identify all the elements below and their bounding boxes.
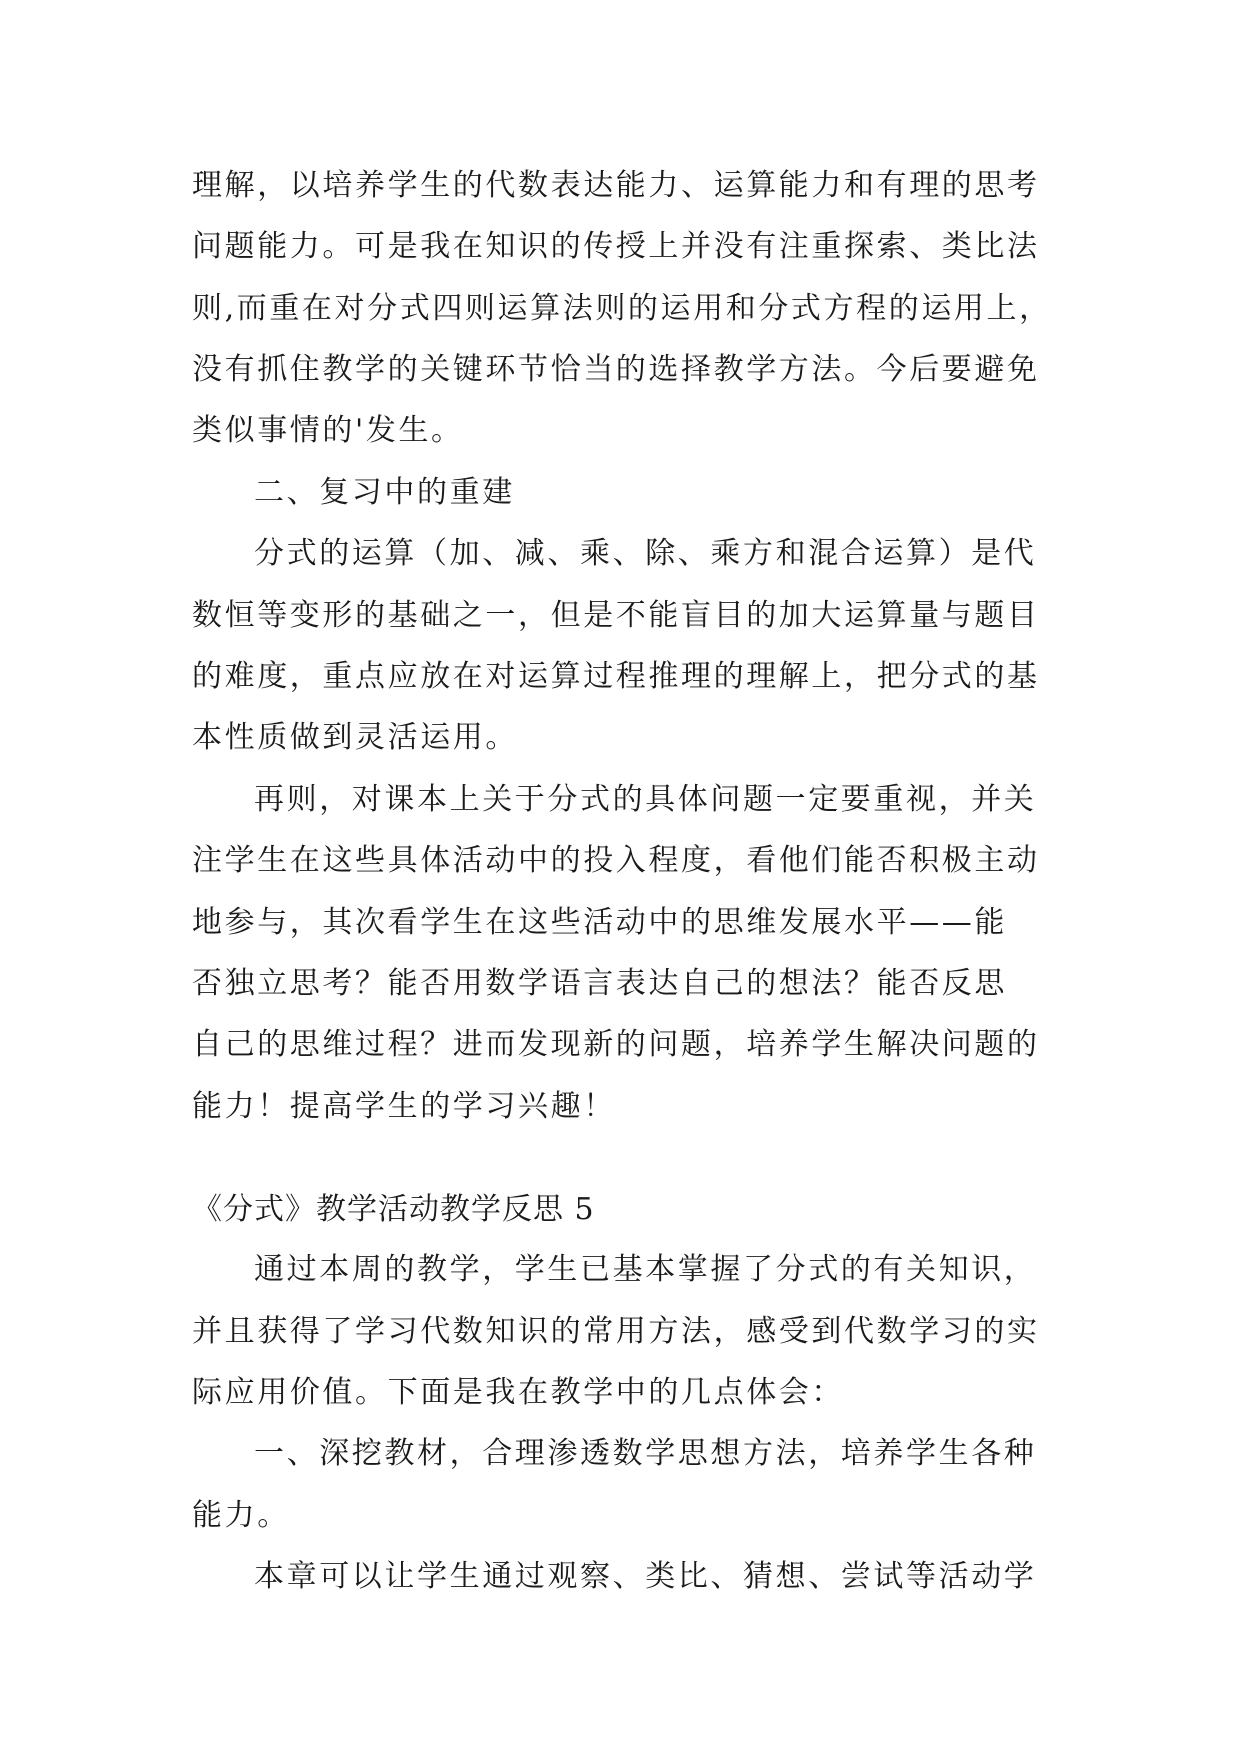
- paragraph-line: 际应用价值。下面是我在教学中的几点体会：: [192, 1375, 844, 1410]
- paragraph-line: 注学生在这些具体活动中的投入程度，看他们能否积极主动: [192, 843, 1040, 878]
- paragraph-line: 能力！提高学生的学习兴趣！: [192, 1089, 616, 1124]
- paragraph-line: 自己的思维过程？进而发现新的问题，培养学生解决问题的: [192, 1027, 1040, 1062]
- paragraph-line: 本章可以让学生通过观察、类比、猜想、尝试等活动学: [254, 1559, 1037, 1594]
- paragraph-line: 一、深挖教材，合理渗透数学思想方法，培养学生各种: [254, 1436, 1037, 1471]
- paragraph-line: 则,而重在对分式四则运算法则的运用和分式方程的运用上，: [192, 291, 1052, 326]
- paragraph-line: 并且获得了学习代数知识的常用方法，感受到代数学习的实: [192, 1314, 1040, 1349]
- paragraph-line: 问题能力。可是我在知识的传授上并没有注重探索、类比法: [192, 229, 1040, 264]
- paragraph-line: 再则，对课本上关于分式的具体问题一定要重视，并关: [254, 782, 1037, 817]
- paragraph-line: 类似事情的'发生。: [192, 413, 464, 448]
- paragraph-line: 地参与，其次看学生在这些活动中的思维发展水平——能: [192, 905, 1007, 940]
- paragraph-line: 分式的运算（加、减、乘、除、乘方和混合运算）是代: [254, 536, 1037, 571]
- paragraph-line: 本性质做到灵活运用。: [192, 720, 518, 755]
- paragraph-line: 否独立思考？能否用数学语言表达自己的想法？能否反思: [192, 966, 1007, 1001]
- paragraph-line: 理解，以培养学生的代数表达能力、运算能力和有理的思考: [192, 168, 1040, 203]
- section-heading: 二、复习中的重建: [254, 475, 515, 510]
- paragraph-line: 没有抓住教学的关键环节恰当的选择教学方法。今后要避免: [192, 352, 1040, 387]
- paragraph-line: 的难度，重点应放在对运算过程推理的理解上，把分式的基: [192, 659, 1040, 694]
- paragraph-line: 通过本周的教学，学生已基本掌握了分式的有关知识，: [254, 1252, 1037, 1287]
- section-title: 《分式》教学活动教学反思 5: [192, 1192, 595, 1227]
- paragraph-line: 数恒等变形的基础之一，但是不能盲目的加大运算量与题目: [192, 598, 1040, 633]
- paragraph-line: 能力。: [192, 1498, 290, 1533]
